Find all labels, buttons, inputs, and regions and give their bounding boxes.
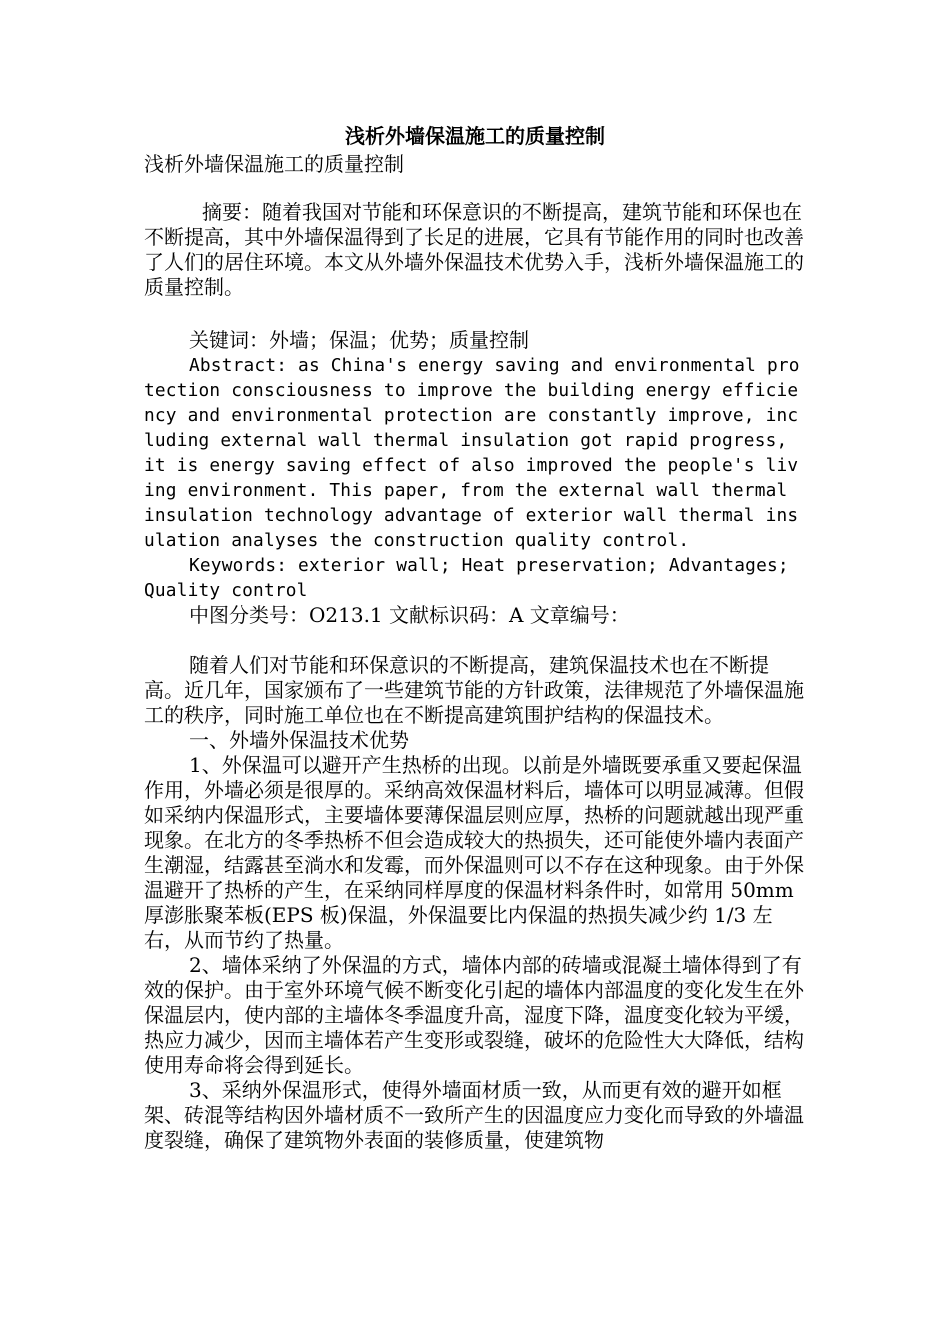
keywords-cn: 关键词：外墙；保温；优势；质量控制 xyxy=(189,328,529,352)
document-page xyxy=(144,118,806,1153)
body-paragraph-2: 2、墙体采纳了外保温的方式，墙体内部的砖墙或混凝土墙体得到了有效的保护。由于室外环境气候不断变化引起的墙体内部温度的变化发生在外保温层内，使内部的主墙体冬季温度升高，湿度下降，温度变化较为平缓，热应力减少，因而主墙体若产生变形或裂缝，破坏的危险性大大降低，结构使用寿命将会得到延长。 xyxy=(144,953,804,1077)
spacer xyxy=(144,300,806,325)
abstract-en: Abstract: as China's energy saving and environmental protection consciousness to improve the building energy efficiency and environmental protection are constantly improve, including external wall thermal insulation got rapid progress, it is energy saving effect of also improved the people's living environment. This paper, from the external wall thermal insulation technology advantage of exterior wall thermal insulation analyses the construction quality control. xyxy=(144,355,800,551)
document-title: 浅析外墙保温施工的质量控制 xyxy=(345,124,605,148)
keywords-en: Keywords: exterior wall; Heat preservation; Advantages; Quality control xyxy=(144,555,789,601)
body-paragraph-3: 3、采纳外保温形式，使得外墙面材质一致，从而更有效的避开如框架、砖混等结构因外墙材质不一致所产生的因温度应力变化而导致的外墙温度裂缝，确保了建筑物外表面的装修质量，使建筑物 xyxy=(144,1078,804,1152)
abstract-cn: 摘要：随着我国对节能和环保意识的不断提高，建筑节能和环保也在不断提高，其中外墙保温得到了长足的进展，它具有节能作用的同时也改善了人们的居住环境。本文从外墙外保温技术优势入手，浅析外墙保温施工的质量控制。 xyxy=(144,200,804,299)
section-heading: 一、外墙外保温技术优势 xyxy=(189,728,409,752)
document-subtitle: 浅析外墙保温施工的质量控制 xyxy=(144,152,404,176)
intro-paragraph: 随着人们对节能和环保意识的不断提高，建筑保温技术也在不断提高。近几年，国家颁布了一些建筑节能的方针政策，法律规范了外墙保温施工的秩序，同时施工单位也在不断提高建筑围护结构的保温技术。 xyxy=(144,653,804,727)
spacer xyxy=(144,628,806,653)
classification-line: 中图分类号：O213.1 文献标识码：A 文章编号： xyxy=(189,603,630,627)
body-paragraph-1: 1、外保温可以避开产生热桥的出现。以前是外墙既要承重又要起保温作用，外墙必须是很厚的。采纳高效保温材料后，墙体可以明显减薄。但假如采纳内保温形式，主要墙体要薄保温层则应厚，热桥的问题就越出现严重现象。在北方的冬季热桥不但会造成较大的热损失，还可能使外墙内表面产生潮湿，结露甚至淌水和发霉，而外保温则可以不存在这种现象。由于外保温避开了热桥的产生，在采纳同样厚度的保温材料条件时，如常用 50mm 厚澎胀聚苯板(EPS 板)保温，外保温要比内保温的热损失减少约 1/3 左右，从而节约了热量。 xyxy=(144,753,804,952)
spacer xyxy=(144,178,806,200)
